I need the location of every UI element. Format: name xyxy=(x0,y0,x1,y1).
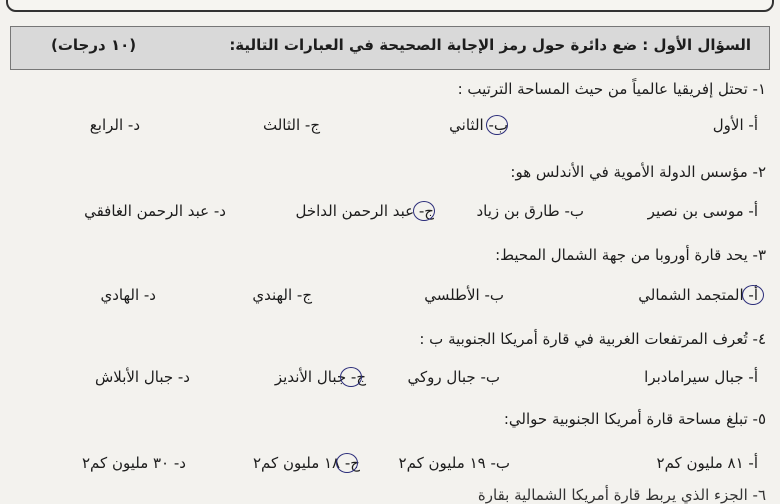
q5-option-d[interactable]: د- ٣٠ مليون كم٢ xyxy=(81,454,186,472)
q1-option-b[interactable]: ب- الثاني xyxy=(449,116,508,134)
q4-option-c[interactable]: ج- جبال الأنديز xyxy=(274,368,366,386)
q2-answer-circle xyxy=(413,201,435,221)
question-score: (١٠ درجات) xyxy=(51,36,137,54)
question-header-band xyxy=(10,26,770,70)
q4-option-b[interactable]: ب- جبال روكي xyxy=(407,368,500,386)
q3-option-a[interactable]: أ- المتجمد الشمالي xyxy=(638,286,758,304)
header-frame xyxy=(6,0,774,12)
q1-option-d[interactable]: د- الرابع xyxy=(89,116,140,134)
q2-option-b[interactable]: ب- طارق بن زياد xyxy=(476,202,584,220)
q4-answer-circle xyxy=(340,367,362,387)
question-4-text: ٤- تُعرف المرتفعات الغربية في قارة أمريكا الجنوبية ب : xyxy=(419,330,766,348)
question-2-text: ٢- مؤسس الدولة الأموية في الأندلس هو: xyxy=(510,163,766,181)
q4-option-a[interactable]: أ- جبال سيرامادبرا xyxy=(644,368,758,386)
question-3-text: ٣- يحد قارة أوروبا من جهة الشمال المحيط: xyxy=(495,246,766,264)
question-1-text: ١- تحتل إفريقيا عالمياً من حيث المساحة الترتيب : xyxy=(457,80,766,98)
q5-option-b[interactable]: ب- ١٩ مليون كم٢ xyxy=(398,454,510,472)
q1-option-c[interactable]: ج- الثالث xyxy=(263,116,320,134)
q2-option-c[interactable]: ج- عبد الرحمن الداخل xyxy=(295,202,434,220)
q3-option-d[interactable]: د- الهادي xyxy=(100,286,156,304)
q4-option-d[interactable]: د- جبال الأبلاش xyxy=(94,368,190,386)
q2-option-d[interactable]: د- عبد الرحمن الغافقي xyxy=(84,202,226,220)
q5-option-a[interactable]: أ- ٨١ مليون كم٢ xyxy=(656,454,758,472)
q3-option-c[interactable]: ج- الهندي xyxy=(252,286,312,304)
q3-answer-circle xyxy=(742,285,764,305)
q2-option-a[interactable]: أ- موسى بن نصير xyxy=(647,202,758,220)
question-title: السؤال الأول : ضع دائرة حول رمز الإجابة الصحيحة في العبارات التالية: xyxy=(229,36,751,54)
q1-answer-circle xyxy=(486,115,508,135)
question-5-text: ٥- تبلغ مساحة قارة أمريكا الجنوبية حوالي: xyxy=(503,410,766,428)
q5-answer-circle xyxy=(336,453,358,473)
q1-option-a[interactable]: أ- الأول xyxy=(712,116,758,134)
q5-option-c[interactable]: ج- ١٨ مليون كم٢ xyxy=(252,454,360,472)
question-6-partial: ٦- الجزء الذي يربط قارة أمريكا الشمالية بقارة xyxy=(477,486,766,504)
q3-option-b[interactable]: ب- الأطلسي xyxy=(424,286,504,304)
